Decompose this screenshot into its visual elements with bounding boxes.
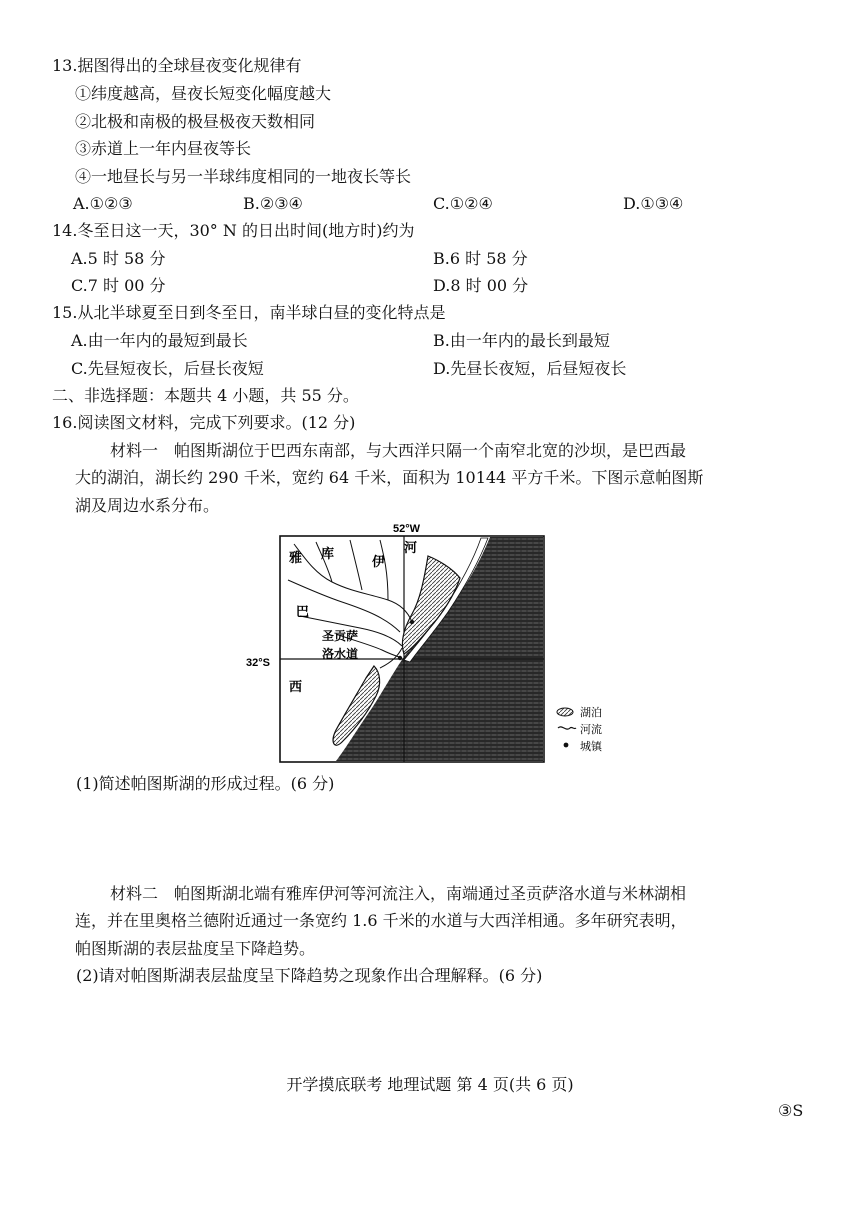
legend-river-label: 河流 xyxy=(580,724,602,736)
q13-option-a: A.①②③ xyxy=(73,194,133,213)
q13-item-2: ②北极和南极的极昼极夜天数相同 xyxy=(75,112,316,131)
corner-mark: ③S xyxy=(778,1101,804,1120)
legend-town-label: 城镇 xyxy=(580,741,602,753)
q16-material2-line-2: 连，并在里奥格兰德附近通过一条宽约 1.6 千米的水道与大西洋相通。多年研究表明， xyxy=(75,911,687,930)
map-label-ku: 库 xyxy=(321,546,335,561)
map-label-ba: 巴 xyxy=(296,604,310,619)
q15-option-c: C.先昼短夜长，后昼长夜短 xyxy=(71,359,264,378)
map-label-sao-goncalo-1: 圣贡萨 xyxy=(322,629,359,643)
map-label-ya: 雅 xyxy=(289,550,303,565)
map-label-xi: 西 xyxy=(289,679,303,694)
map-legend xyxy=(557,705,603,753)
q13-item-4: ④一地昼长与另一半球纬度相同的一地夜长等长 xyxy=(75,167,412,186)
latitude-label: 32°S xyxy=(246,657,270,669)
legend-lake-label: 湖泊 xyxy=(580,707,602,719)
q16-material2-line-3: 帕图斯湖的表层盐度呈下降趋势。 xyxy=(75,939,316,958)
q16-material1-line-3: 湖及周边水系分布。 xyxy=(75,496,220,515)
q16-sub-question-2: (2)请对帕图斯湖表层盐度呈下降趋势之现象作出合理解释。(6 分) xyxy=(76,966,543,985)
q14-stem: 14.冬至日这一天，30° N 的日出时间(地方时)约为 xyxy=(52,221,415,240)
map-label-yi: 伊 xyxy=(372,554,386,569)
page-footer: 开学摸底联考 地理试题 第 4 页(共 6 页) xyxy=(286,1075,574,1094)
town-dot xyxy=(410,620,414,624)
map-label-he: 河 xyxy=(404,540,418,555)
q16-material2-line-1: 材料二 帕图斯湖北端有雅库伊河等河流注入，南端通过圣贡萨洛水道与米林湖相 xyxy=(110,884,687,903)
q14-option-a: A.5 时 58 分 xyxy=(71,249,166,268)
q14-option-c: C.7 时 00 分 xyxy=(71,276,166,295)
legend-lake-symbol xyxy=(557,708,573,716)
q15-option-b: B.由一年内的最长到最短 xyxy=(433,331,610,350)
q14-option-d: D.8 时 00 分 xyxy=(433,276,529,295)
q15-stem: 15.从北半球夏至日到冬至日，南半球白昼的变化特点是 xyxy=(52,303,446,322)
q13-option-b: B.②③④ xyxy=(243,194,303,213)
q15-option-d: D.先昼长夜短，后昼短夜长 xyxy=(433,359,627,378)
legend-river-symbol xyxy=(558,727,576,729)
q16-material1-line-2: 大的湖泊，湖长约 290 千米，宽约 64 千米，面积为 10144 平方千米。下图示意帕图斯 xyxy=(75,468,704,487)
q13-option-d: D.①③④ xyxy=(623,194,684,213)
legend-town-symbol xyxy=(564,743,569,748)
map-label-sao-goncalo-2: 洛水道 xyxy=(322,647,359,661)
q15-option-a: A.由一年内的最短到最长 xyxy=(71,331,248,350)
q13-option-c: C.①②④ xyxy=(433,194,493,213)
town-dot xyxy=(398,656,402,660)
q16-stem: 16.阅读图文材料，完成下列要求。(12 分) xyxy=(52,413,356,432)
q13-stem: 13.据图得出的全球昼夜变化规律有 xyxy=(52,56,302,75)
q14-option-b: B.6 时 58 分 xyxy=(433,249,528,268)
q13-item-1: ①纬度越高，昼夜长短变化幅度越大 xyxy=(75,84,332,103)
longitude-label: 52°W xyxy=(393,523,421,535)
q16-material1-line-1: 材料一 帕图斯湖位于巴西东南部，与大西洋只隔一个南窄北宽的沙坝，是巴西最 xyxy=(110,441,687,460)
section-2-heading: 二、非选择题：本题共 4 小题，共 55 分。 xyxy=(52,386,359,405)
q13-item-3: ③赤道上一年内昼夜等长 xyxy=(75,139,252,158)
patos-lagoon-map xyxy=(246,516,602,766)
q16-sub-question-1: (1)简述帕图斯湖的形成过程。(6 分) xyxy=(76,774,335,793)
